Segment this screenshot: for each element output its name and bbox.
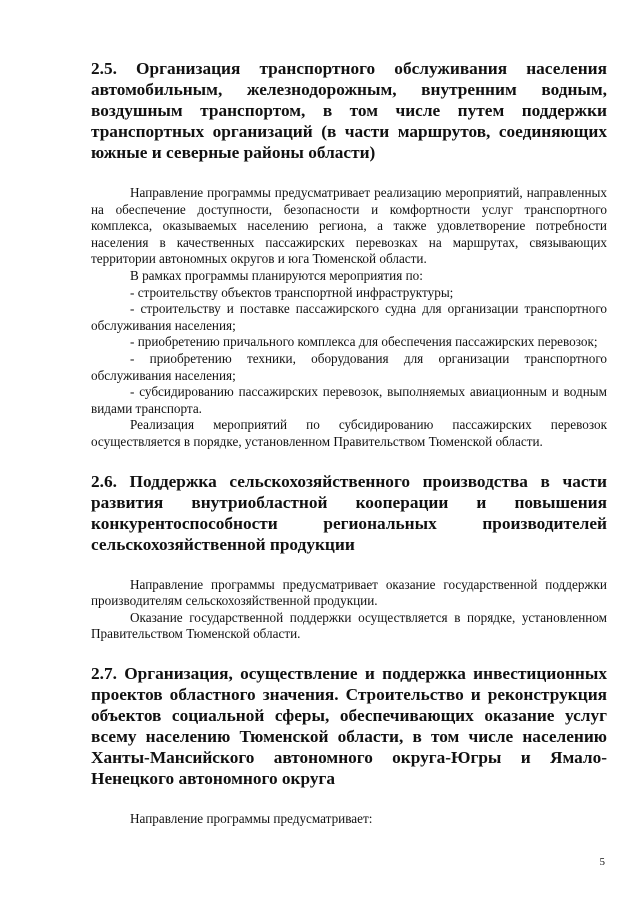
paragraph: Направление программы предусматривает реализацию мероприятий, направленных на обеспечение доступности, безопасности и комфортности услуг транспортного комплекса, оказываемых населению региона, а также удовлетворение потребности населения в качественных пассажирских перевозках на маршрутах, связывающих территории автономных округов и юга Тюменской области. [91,185,607,267]
section-2-6 [91,471,607,643]
list-item: - строительству и поставке пассажирского судна для организации транспортного обслуживания населения; [91,301,607,333]
list-item: - строительству объектов транспортной инфраструктуры; [130,284,454,300]
paragraph: Направление программы предусматривает оказание государственной поддержки производителям сельскохозяйственной продукции. [91,576,607,609]
list-item: - субсидированию пассажирских перевозок, выполняемых авиационным и водным видами транспорта. [91,384,607,416]
paragraph: В рамках программы планируются мероприятия по: [130,267,423,283]
list-item: - приобретению причального комплекса для обеспечения пассажирских перевозок; [130,334,598,350]
paragraph: Направление программы предусматривает: [130,810,373,826]
list-item: - приобретению техники, оборудования для организации транспортного обслуживания населения; [91,350,607,383]
section-heading: 2.6. Поддержка сельскохозяйственного производства в части развития внутриобластной кооперации и повышения конкурентоспособности региональных производителей сельскохозяйственной продукции [91,471,607,554]
page-number: 5 [599,856,605,868]
paragraph: Реализация мероприятий по субсидированию пассажирских перевозок осуществляется в порядке, установленном Правительством Тюменской области. [91,417,607,449]
paragraph: Оказание государственной поддержки осуществляется в порядке, установленном Правительством Тюменской области. [91,609,607,642]
section-heading: 2.7. Организация, осуществление и поддержка инвестиционных проектов областного значения. Строительство и реконструкция объектов социальной сферы, обеспечивающих оказание услуг всему населению Тюменской области, в том числе населению Ханты-Мансийского автономного округа-Югры и Ямало-Ненецкого автономного округа [91,663,607,788]
section-2-7 [91,663,607,828]
section-2-5 [91,58,607,451]
document-page [91,58,607,827]
section-heading: 2.5. Организация транспортного обслуживания населения автомобильным, железнодорожным, внутренним водным, воздушным транспортом, в том числе путем поддержки транспортных организаций (в части маршрутов, соединяющих южные и северные районы области) [91,59,607,162]
